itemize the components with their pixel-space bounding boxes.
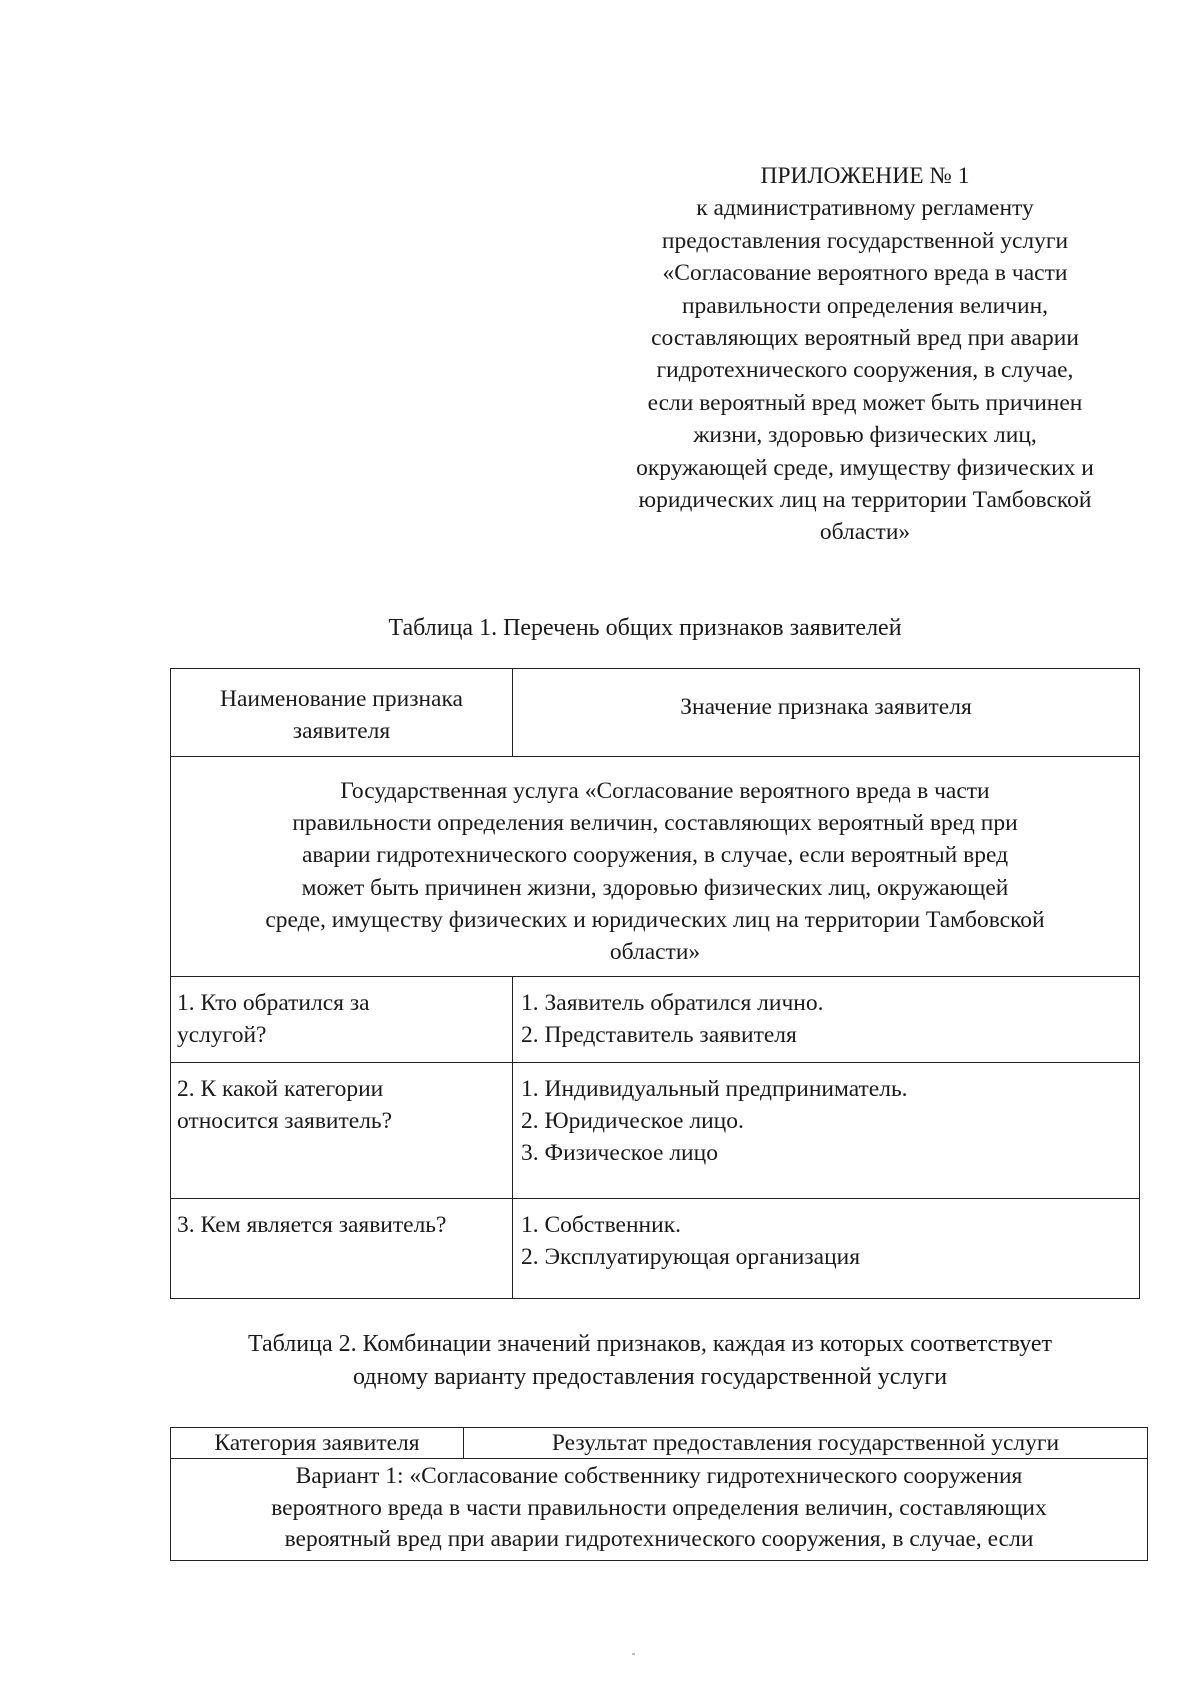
table-row [171,1459,1148,1561]
table2-caption-line: одному варианту предоставления государственной услуги [352,1364,948,1390]
feature-question-cell [171,1063,513,1199]
variant-1-cell [171,1459,1148,1561]
table2-caption [170,1328,1130,1394]
feature-answer: 1. Индивидуальный предприниматель. [521,1076,908,1102]
feature-question-line: услугой? [177,1022,267,1048]
service-description-cell [171,757,1140,977]
appendix-title: ПРИЛОЖЕНИЕ № 1 [760,163,970,189]
table-header-row [171,1428,1148,1459]
appendix-line: предоставления государственной услуги [661,227,1069,254]
header-feature-name [171,669,513,757]
appendix-line: гидротехнического сооружения, в случае, [656,357,1074,384]
feature-answer: 3. Физическое лицо [521,1140,718,1166]
service-description-line: правильности определения величин, составляющих вероятный вред при [292,810,1018,837]
service-description-line: среде, имуществу физических и юридических лиц на территории Тамбовской [265,906,1045,933]
feature-answer: 1. Заявитель обратился лично. [521,990,824,1016]
table1-caption: Таблица 1. Перечень общих признаков заявителей [388,615,902,641]
feature-answers-cell [513,1063,1140,1199]
feature-question-line: относится заявитель? [177,1108,393,1134]
applicant-features-table [170,668,1140,1299]
appendix-line: жизни, здоровью физических лиц, [693,422,1037,449]
feature-answer: 2. Представитель заявителя [521,1022,797,1048]
header-feature-value: Значение признака заявителя [513,669,1140,757]
variant-line: Вариант 1: «Согласование собственнику гидротехнического сооружения [295,1463,1023,1489]
feature-question-cell [171,1199,513,1299]
appendix-line: составляющих вероятный вред при аварии [651,325,1079,352]
feature-answer: 2. Юридическое лицо. [521,1108,744,1134]
feature-question-line: 3. Кем является заявитель? [177,1212,447,1238]
table-row [171,1199,1140,1299]
header-service-result: Результат предоставления государственной услуги [464,1428,1148,1459]
variant-line: вероятный вред при аварии гидротехнического сооружения, в случае, если [284,1526,1034,1552]
table-header-row [171,669,1140,757]
feature-answer: 1. Собственник. [521,1212,681,1238]
appendix-line: окружающей среде, имуществу физических и [636,454,1094,481]
table-row [171,977,1140,1063]
scan-speck [632,1653,635,1655]
table-merged-row [171,757,1140,977]
feature-answers-cell [513,1199,1140,1299]
appendix-line: правильности определения величин, [681,292,1049,319]
appendix-heading [585,160,1145,549]
appendix-line: «Согласование вероятного вреда в части [662,260,1068,287]
feature-question-line: 2. К какой категории [177,1076,384,1102]
appendix-line: к административному регламенту [696,195,1034,222]
feature-answer: 2. Эксплуатирующая организация [521,1244,861,1270]
table-row [171,1063,1140,1199]
service-description-line: аварии гидротехнического сооружения, в случае, если вероятный вред [301,842,1009,869]
variant-combinations-table [170,1427,1148,1561]
header-feature-name-line: Наименование признака [220,686,463,712]
service-description-line: области» [609,939,701,966]
service-description-line: может быть причинен жизни, здоровью физических лиц, окружающей [301,874,1009,901]
service-description-line: Государственная услуга «Согласование вероятного вреда в части [340,778,990,804]
table2-caption-line: Таблица 2. Комбинации значений признаков, каждая из которых соответствует [247,1331,1053,1357]
appendix-line: области» [819,519,911,546]
variant-line: вероятного вреда в части правильности определения величин, составляющих [271,1494,1047,1521]
feature-question-cell [171,977,513,1063]
appendix-line: юридических лиц на территории Тамбовской [638,487,1092,514]
feature-question-line: 1. Кто обратился за [177,990,370,1016]
header-feature-name-line: заявителя [292,718,391,744]
header-applicant-category: Категория заявителя [171,1428,464,1459]
appendix-line: если вероятный вред может быть причинен [647,389,1083,416]
feature-answers-cell [513,977,1140,1063]
